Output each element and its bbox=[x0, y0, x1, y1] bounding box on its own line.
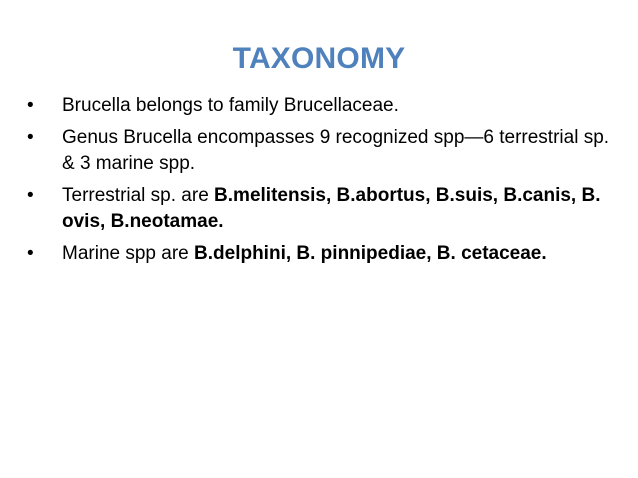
bullet-item bbox=[27, 93, 617, 119]
bullet-marker-icon: • bbox=[27, 243, 34, 264]
bullet-item bbox=[27, 183, 617, 235]
bullet-text: Brucella belongs to family Brucellaceae. bbox=[62, 95, 399, 116]
bullet-marker-icon: • bbox=[27, 95, 34, 116]
bullet-bold-text: B.melitensis, B.abortus, B.suis, B.canis, B. ovis, B.neotamae. bbox=[62, 185, 601, 232]
slide-title: TAXONOMY bbox=[232, 42, 406, 75]
bullet-bold-text: B.delphini, B. pinnipediae, B. cetaceae. bbox=[194, 243, 547, 264]
bullet-item bbox=[27, 241, 617, 267]
bullet-marker-icon: • bbox=[27, 127, 34, 148]
bullet-marker-icon: • bbox=[27, 185, 34, 206]
bullet-text: Terrestrial sp. are bbox=[62, 185, 215, 206]
bullet-item bbox=[27, 125, 617, 177]
bullet-text: Marine spp are bbox=[62, 243, 195, 264]
bullet-text: Genus Brucella encompasses 9 recognized spp—6 terrestrial sp. & 3 marine spp. bbox=[62, 127, 610, 174]
bullet-list bbox=[27, 93, 617, 273]
